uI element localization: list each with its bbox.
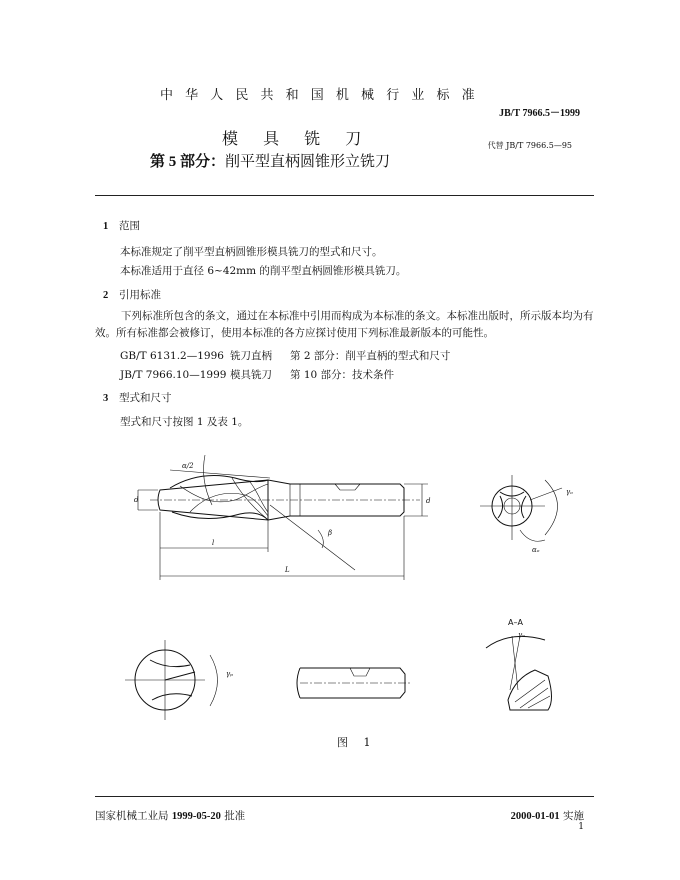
section-1-para-2: 本标准适用于直径 6~42mm 的削平型直柄圆锥形模具铣刀。 <box>120 265 407 277</box>
impl-date: 2000-01-01 <box>510 811 560 822</box>
footer-rule <box>95 796 594 797</box>
section-2-number: 2 <box>103 290 109 301</box>
issuer-line <box>95 808 245 823</box>
cutter-tip-view <box>125 640 218 720</box>
impl-word: 实施 <box>563 810 584 822</box>
subtitle-part: 第 5 部分： <box>150 154 226 170</box>
label-alpha-half: α/2 <box>182 462 194 470</box>
standard-number: JB/T 7966.5－1999 <box>499 108 580 119</box>
label-section-a-a: A–A <box>508 618 523 627</box>
replaces-note: 代替 JB/T 7966.5—95 <box>487 141 572 150</box>
issuer: 国家机械工业局 <box>95 810 169 822</box>
cutter-side-view <box>138 455 428 580</box>
reference-2-name: 模具铣刀 <box>230 369 272 381</box>
figure-caption: 图 1 <box>337 736 377 749</box>
label-l: l <box>212 539 215 547</box>
label-d-right: d <box>426 497 431 505</box>
label-alpha-o: αₒ <box>532 546 540 554</box>
section-3-number: 3 <box>103 393 109 404</box>
reference-1-name: 铣刀直柄 <box>230 350 272 362</box>
page-number: 1 <box>578 822 584 832</box>
shank-flat-view <box>297 668 410 698</box>
reference-1-part: 第 2 部分：削平直柄的型式和尺寸 <box>290 350 451 362</box>
cutter-end-view <box>480 475 562 541</box>
section-3-title: 型式和尺寸 <box>119 392 172 404</box>
section-a-a <box>486 636 552 710</box>
label-gamma-n: γₙ <box>518 631 526 639</box>
section-2-title: 引用标准 <box>119 289 161 301</box>
label-beta: β <box>328 529 333 537</box>
label-gamma-o: γₒ <box>566 488 573 496</box>
reference-2-part: 第 10 部分：技术条件 <box>290 369 395 381</box>
implementation-line <box>511 808 584 823</box>
main-title: 模 具 铣 刀 <box>222 129 372 148</box>
subtitle-text: 削平型直柄圆锥形立铣刀 <box>225 152 391 170</box>
label-gamma-p: γₚ <box>226 670 233 678</box>
reference-2-code: JB/T 7966.10—1999 <box>120 369 227 381</box>
approve-word: 批准 <box>224 810 246 822</box>
label-d-left: d <box>134 496 139 504</box>
section-1-number: 1 <box>103 221 109 232</box>
document-category: 中 华 人 民 共 和 国 机 械 行 业 标 准 <box>160 88 479 103</box>
label-L: L <box>285 566 290 574</box>
section-3-para-1: 型式和尺寸按图 1 及表 1。 <box>120 416 249 428</box>
section-1-para-1: 本标准规定了削平型直柄圆锥形模具铣刀的型式和尺寸。 <box>120 246 383 258</box>
reference-1-code: GB/T 6131.2—1996 <box>120 350 224 362</box>
section-2-para-1: 下列标准所包含的条文，通过在本标准中引用而构成为本标准的条文。本标准出版时，所示版本均为有效。所有标准都会被修订，使用本标准的各方应探讨使用下列标准最新版本的可能性。 <box>95 310 594 339</box>
section-1-title: 范围 <box>119 220 140 232</box>
approve-date: 1999-05-20 <box>171 811 221 822</box>
